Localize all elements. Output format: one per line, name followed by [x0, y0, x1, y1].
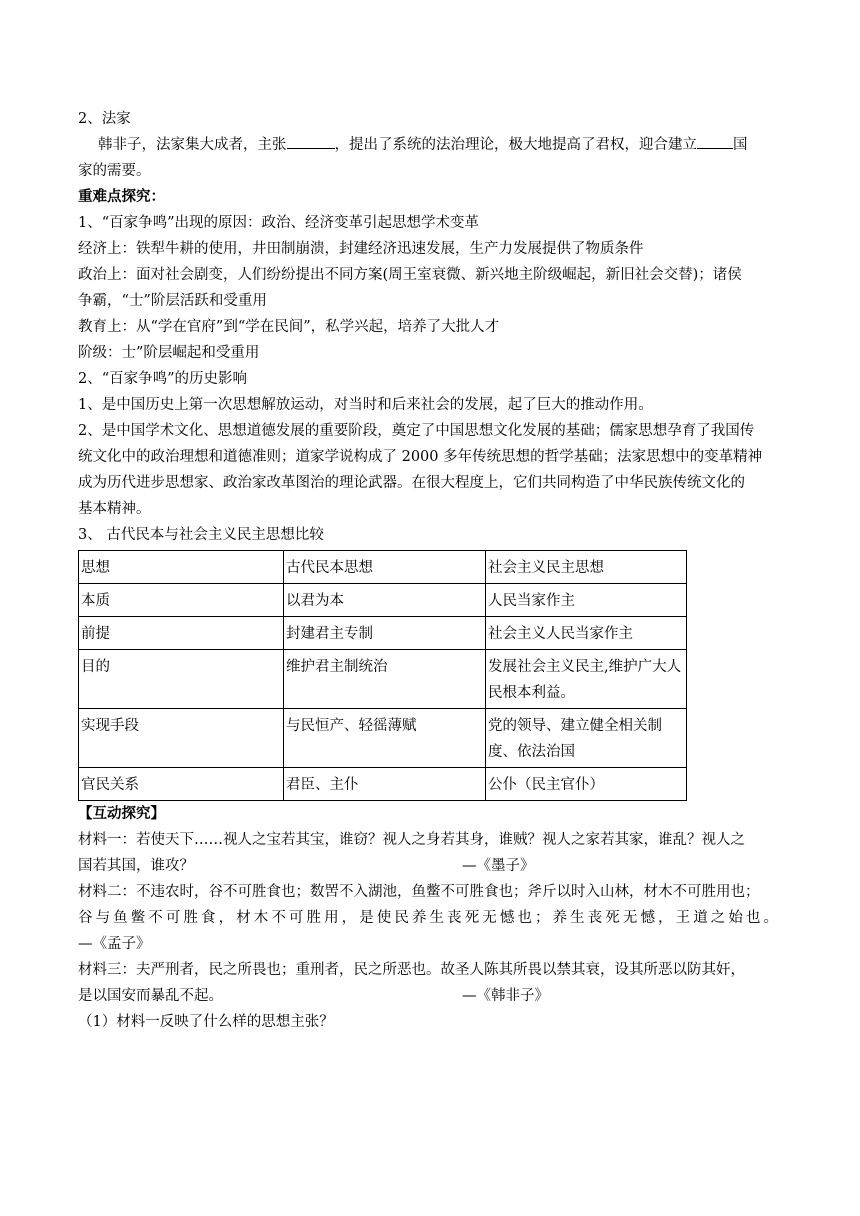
material-2-source: —《孟子》	[78, 936, 151, 952]
interactive-heading: 【互动探究】	[78, 805, 165, 822]
fill-in-blank-1[interactable]	[287, 134, 335, 149]
politics-line-2: 争霸，“士”阶层活跃和受重用	[78, 293, 267, 309]
table-cell: 君臣、主仆	[284, 768, 486, 801]
legalists-text-a: 韩非子，法家集大成者，主张	[98, 137, 287, 153]
key-points-heading: 重难点探究：	[78, 188, 165, 205]
table-cell: 党的领导、建立健全相关制度、依法治国	[486, 709, 687, 768]
cause-title: 1、“百家争鸣”出现的原因：政治、经济变革引起思想学术变革	[78, 215, 480, 231]
education-line: 教育上：从“学在官府”到“学在民间”，私学兴起，培养了大批人才	[78, 319, 500, 335]
class-line: 阶级：士”阶层崛起和受重用	[78, 345, 260, 361]
table-cell: 社会主义人民当家作主	[486, 617, 687, 650]
material-3-source: —《韩非子》	[462, 988, 549, 1004]
material-1-text: 国若其国，谁攻？	[78, 858, 194, 874]
table-row	[79, 709, 687, 768]
impact-item-2-line-3: 成为历代进步思想家、政治家改革图治的理论武器。在很大程度上，它们共同构造了中华民族传统文化的	[78, 475, 745, 491]
impact-item-1: 1、是中国历史上第一次思想解放运动，对当时和后来社会的发展，起了巨大的推动作用。	[78, 397, 653, 413]
table-cell: 实现手段	[79, 709, 284, 768]
table-cell: 发展社会主义民主,维护广大人民根本利益。	[486, 650, 687, 709]
economy-line: 经济上：铁犁牛耕的使用，井田制崩溃，封建经济迅速发展，生产力发展提供了物质条件	[78, 241, 644, 257]
politics-line-1: 政治上：面对社会剧变，人们纷纷提出不同方案(周王室衰微、新兴地主阶级崛起，新旧社会交替)；诸侯	[78, 267, 742, 283]
material-1-source: —《墨子》	[462, 858, 535, 874]
table-cell: 与民恒产、轻徭薄赋	[284, 709, 486, 768]
table-cell: 本质	[79, 584, 284, 617]
legalists-text-b: ，提出了系统的法治理论，极大地提高了君权，迎合建立	[334, 137, 697, 153]
material-2-line-2: 谷与鱼鳖不可胜食，材木不可胜用，是使民养生丧死无憾也；养生丧死无憾，王道之始也。	[78, 910, 778, 926]
material-1-line-1: 材料一：若使天下……视人之宝若其宝，谁窃？视人之身若其身，谁贼？视人之家若其家，谁乱？视人之	[78, 832, 745, 848]
material-3-text: 是以国安而暴乱不起。	[78, 988, 223, 1004]
table-row	[79, 768, 687, 801]
legalists-paragraph-line-1	[78, 132, 778, 158]
table-cell: 维护君主制统治	[284, 650, 486, 709]
legalists-text-c: 国	[733, 137, 748, 153]
table-cell: 公仆（民主官仆）	[486, 768, 687, 801]
legalists-paragraph-line-2: 家的需要。	[78, 163, 151, 179]
section-heading-legalists: 2、法家	[78, 111, 131, 127]
comparison-title: 3、 古代民本与社会主义民主思想比较	[78, 527, 324, 543]
impact-item-2-line-2: 统文化中的政治理想和道德准则；道家学说构成了 2000 多年传统思想的哲学基础；法家思想中的变革精神	[78, 449, 763, 465]
impact-item-2-line-4: 基本精神。	[78, 501, 151, 517]
material-3-line-2	[78, 983, 778, 1009]
impact-title: 2、“百家争鸣”的历史影响	[78, 371, 248, 387]
table-header-cell: 思想	[79, 551, 284, 584]
table-header-cell: 社会主义民主思想	[486, 551, 687, 584]
impact-item-2-line-1: 2、是中国学术文化、思想道德发展的重要阶段，奠定了中国思想文化发展的基础；儒家思想孕育了我国传	[78, 423, 755, 439]
table-cell: 官民关系	[79, 768, 284, 801]
material-2-line-1: 材料二：不违农时，谷不可胜食也；数罟不入湖池，鱼鳖不可胜食也；斧斤以时入山林，材木不可胜用也；	[78, 884, 760, 900]
material-1-line-2	[78, 853, 778, 879]
table-header-row	[79, 551, 687, 584]
table-row	[79, 617, 687, 650]
table-cell: 人民当家作主	[486, 584, 687, 617]
question-1: （1）材料一反映了什么样的思想主张？	[78, 1014, 334, 1030]
table-cell: 以君为本	[284, 584, 486, 617]
table-cell: 目的	[79, 650, 284, 709]
table-cell: 前提	[79, 617, 284, 650]
comparison-table	[78, 550, 687, 801]
table-row	[79, 650, 687, 709]
table-row	[79, 584, 687, 617]
fill-in-blank-2[interactable]	[697, 134, 733, 149]
table-cell: 封建君主专制	[284, 617, 486, 650]
table-header-cell: 古代民本思想	[284, 551, 486, 584]
document-page	[78, 106, 778, 1035]
material-3-line-1: 材料三：夫严刑者，民之所畏也；重刑者，民之所恶也。故圣人陈其所畏以禁其衰，设其所恶以防其奸，	[78, 962, 745, 978]
